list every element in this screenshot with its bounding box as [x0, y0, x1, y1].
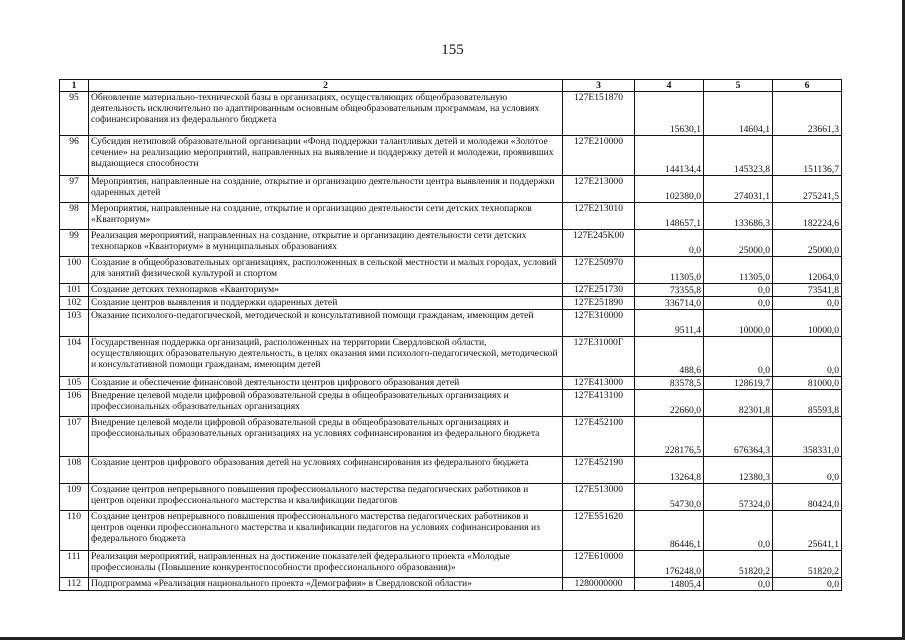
row-value-5: 133686,3: [704, 203, 773, 230]
row-description: Создание центров выявления и поддержки одаренных детей: [89, 297, 563, 310]
header-row: [60, 80, 842, 92]
row-value-4: 488,6: [635, 337, 704, 377]
row-value-5: 274031,1: [704, 176, 773, 203]
row-value-5: 10000,0: [704, 310, 773, 337]
row-code: 127E250970: [563, 257, 635, 284]
row-value-4: 144134,4: [635, 136, 704, 176]
row-number: 105: [60, 377, 89, 390]
col-header-3: 3: [563, 80, 635, 92]
row-code: 127E452100: [563, 417, 635, 457]
row-value-5: 0,0: [704, 511, 773, 551]
table-row: [60, 136, 842, 176]
table-row: [60, 92, 842, 136]
row-value-4: 22660,0: [635, 390, 704, 417]
row-code: 1280000000: [563, 578, 635, 591]
row-description: Создание в общеобразовательных организациях, расположенных в сельской местности и малых городах, условий для занятий физической культурой и спортом: [89, 257, 563, 284]
row-value-6: 25641,1: [773, 511, 842, 551]
col-header-1: 1: [60, 80, 89, 92]
row-description: Создание центров непрерывного повышения профессионального мастерства педагогических работников и центров оценки профессионального мастерства и квалификации педагогов: [89, 484, 563, 511]
row-value-6: 23661,3: [773, 92, 842, 136]
table-row: [60, 203, 842, 230]
row-description: Создание центров непрерывного повышения профессионального мастерства педагогических работников и центров оценки профессионального мастерства и квалификации педагогов на условиях софинансирования из федерального бюджета: [89, 511, 563, 551]
row-value-6: 73541,8: [773, 284, 842, 297]
row-value-5: 0,0: [704, 297, 773, 310]
row-number: 97: [60, 176, 89, 203]
table-row: [60, 417, 842, 457]
row-code: 127E513000: [563, 484, 635, 511]
row-number: 95: [60, 92, 89, 136]
table-row: [60, 337, 842, 377]
row-value-6: 151136,7: [773, 136, 842, 176]
table-row: [60, 457, 842, 484]
row-description: Государственная поддержка организаций, расположенных на территории Свердловской области, осуществляющих образовательную деятельность, в целях оказания ими психолого-педагогической, методической и консультативной помощи гражданам, имеющим детей: [89, 337, 563, 377]
row-number: 109: [60, 484, 89, 511]
row-number: 103: [60, 310, 89, 337]
col-header-4: 4: [635, 80, 704, 92]
budget-table: [59, 79, 842, 591]
row-value-4: 336714,0: [635, 297, 704, 310]
row-value-6: 358331,0: [773, 417, 842, 457]
row-value-6: 51820,2: [773, 551, 842, 578]
row-description: Создание центров цифрового образования детей на условиях софинансирования из федерального бюджета: [89, 457, 563, 484]
row-value-4: 11305,0: [635, 257, 704, 284]
row-value-5: 0,0: [704, 337, 773, 377]
row-number: 108: [60, 457, 89, 484]
row-code: 127E245K00: [563, 230, 635, 257]
table-row: [60, 230, 842, 257]
row-value-5: 0,0: [704, 578, 773, 591]
table-row: [60, 257, 842, 284]
row-value-6: 10000,0: [773, 310, 842, 337]
row-number: 104: [60, 337, 89, 377]
row-value-6: 85593,8: [773, 390, 842, 417]
row-description: Реализация мероприятий, направленных на достижение показателей федерального проекта «Молодые профессионалы (Повышение конкурентоспособности профессионального образования)»: [89, 551, 563, 578]
row-description: Обновление материально-технической базы в организациях, осуществляющих общеобразовательную деятельность исключительно по адаптированным основным общеобразовательным программам, на условиях софинансирования из федерального бюджета: [89, 92, 563, 136]
row-code: 127E31000Г: [563, 337, 635, 377]
row-code: 127E413000: [563, 377, 635, 390]
row-code: 127E310000: [563, 310, 635, 337]
row-description: Мероприятия, направленные на создание, открытие и организацию деятельности сети детских технопарков «Кванториум»: [89, 203, 563, 230]
row-code: 127E151870: [563, 92, 635, 136]
row-value-4: 86446,1: [635, 511, 704, 551]
row-number: 102: [60, 297, 89, 310]
row-code: 127E413100: [563, 390, 635, 417]
row-value-6: 275241,5: [773, 176, 842, 203]
col-header-5: 5: [704, 80, 773, 92]
row-value-6: 80424,0: [773, 484, 842, 511]
row-code: 127E213010: [563, 203, 635, 230]
row-value-4: 15630,1: [635, 92, 704, 136]
col-header-2: 2: [89, 80, 563, 92]
row-number: 101: [60, 284, 89, 297]
table-row: [60, 551, 842, 578]
row-value-6: 0,0: [773, 578, 842, 591]
table-row: [60, 297, 842, 310]
row-code: 127E251730: [563, 284, 635, 297]
row-value-5: 25000,0: [704, 230, 773, 257]
row-value-4: 83578,5: [635, 377, 704, 390]
row-description: Субсидия нетиповой образовательной организации «Фонд поддержки талантливых детей и молодежи «Золотое сечение» на реализацию мероприятий, направленных на выявление и поддержку детей и молодежи, проявивших выдающиеся способности: [89, 136, 563, 176]
row-value-4: 73355,8: [635, 284, 704, 297]
row-value-5: 145323,8: [704, 136, 773, 176]
row-description: Реализация мероприятий, направленных на создание, открытие и организацию деятельности сети детских технопарков «Кванториум» в муниципальных образованиях: [89, 230, 563, 257]
row-description: Создание детских технопарков «Кванториум»: [89, 284, 563, 297]
row-value-5: 51820,2: [704, 551, 773, 578]
row-code: 127E551620: [563, 511, 635, 551]
row-description: Внедрение целевой модели цифровой образовательной среды в общеобразовательных организациях и профессиональных образовательных организациях: [89, 390, 563, 417]
row-description: Оказание психолого-педагогической, методической и консультативной помощи гражданам, имеющим детей: [89, 310, 563, 337]
table-row: [60, 578, 842, 591]
row-value-5: 82301,8: [704, 390, 773, 417]
row-number: 98: [60, 203, 89, 230]
row-value-4: 54730,0: [635, 484, 704, 511]
row-value-4: 102380,0: [635, 176, 704, 203]
row-number: 96: [60, 136, 89, 176]
row-value-6: 0,0: [773, 457, 842, 484]
row-code: 127E251890: [563, 297, 635, 310]
row-value-6: 81000,0: [773, 377, 842, 390]
row-code: 127E610000: [563, 551, 635, 578]
row-value-4: 228176,5: [635, 417, 704, 457]
row-description: Подпрограмма «Реализация национального проекта «Демография» в Свердловской области»: [89, 578, 563, 591]
row-value-6: 182224,6: [773, 203, 842, 230]
table-row: [60, 484, 842, 511]
col-header-6: 6: [773, 80, 842, 92]
row-value-5: 12380,3: [704, 457, 773, 484]
table-row: [60, 390, 842, 417]
row-number: 106: [60, 390, 89, 417]
row-value-4: 148657,1: [635, 203, 704, 230]
row-description: Создание и обеспечение финансовой деятельности центров цифрового образования детей: [89, 377, 563, 390]
row-number: 112: [60, 578, 89, 591]
row-value-5: 0,0: [704, 284, 773, 297]
row-value-6: 12064,0: [773, 257, 842, 284]
table-row: [60, 310, 842, 337]
table-row: [60, 511, 842, 551]
row-value-5: 14604,1: [704, 92, 773, 136]
row-value-4: 176248,0: [635, 551, 704, 578]
table-row: [60, 377, 842, 390]
row-number: 107: [60, 417, 89, 457]
row-value-5: 676364,3: [704, 417, 773, 457]
row-number: 111: [60, 551, 89, 578]
table-row: [60, 284, 842, 297]
page-number: 155: [441, 42, 464, 58]
table-row: [60, 176, 842, 203]
row-number: 99: [60, 230, 89, 257]
row-value-6: 0,0: [773, 337, 842, 377]
row-value-5: 128619,7: [704, 377, 773, 390]
row-code: 127E213000: [563, 176, 635, 203]
row-value-4: 14805,4: [635, 578, 704, 591]
row-value-4: 0,0: [635, 230, 704, 257]
row-number: 110: [60, 511, 89, 551]
row-value-5: 57324,0: [704, 484, 773, 511]
row-value-5: 11305,0: [704, 257, 773, 284]
row-value-4: 13264,8: [635, 457, 704, 484]
row-value-4: 9511,4: [635, 310, 704, 337]
row-description: Мероприятия, направленные на создание, открытие и организацию деятельности центра выявления и поддержки одаренных детей: [89, 176, 563, 203]
row-number: 100: [60, 257, 89, 284]
row-description: Внедрение целевой модели цифровой образовательной среды в общеобразовательных организациях и профессиональных образовательных организациях на условиях софинансирования из федерального бюджета: [89, 417, 563, 457]
row-value-6: 0,0: [773, 297, 842, 310]
row-value-6: 25000,0: [773, 230, 842, 257]
row-code: 127E452190: [563, 457, 635, 484]
row-code: 127E210000: [563, 136, 635, 176]
